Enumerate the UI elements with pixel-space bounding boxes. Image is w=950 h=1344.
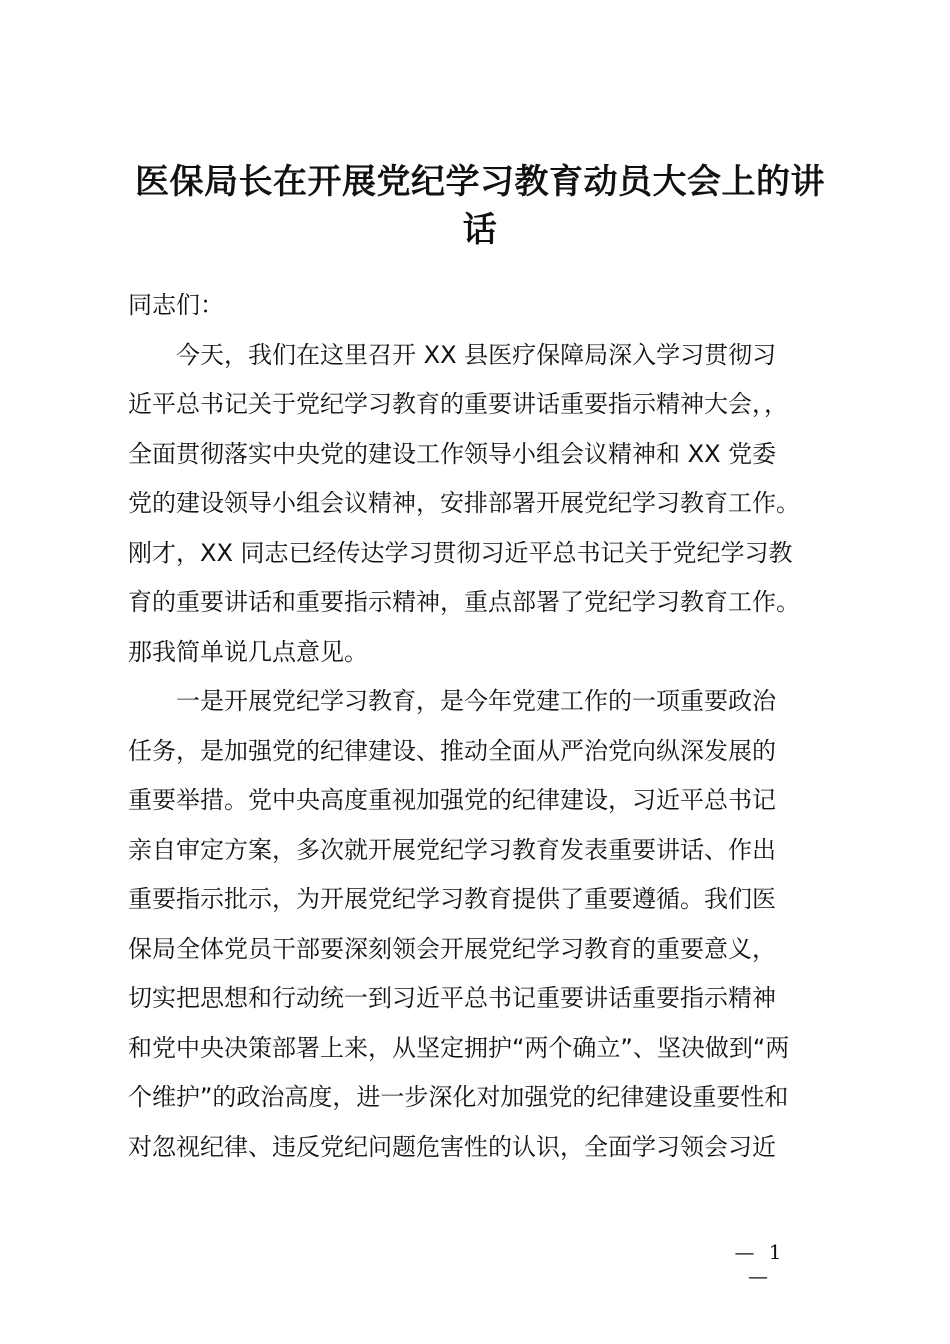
body-line: 刚才，XX 同志已经传达学习贯彻习近平总书记关于党纪学习教: [128, 538, 793, 567]
body-line: 亲自审定方案，多次就开展党纪学习教育发表重要讲话、作出: [128, 835, 776, 864]
body-line: 那我简单说几点意见。: [128, 637, 368, 666]
body-line: 一是开展党纪学习教育，是今年党建工作的一项重要政治: [128, 687, 776, 715]
body-line: 任务，是加强党的纪律建设、推动全面从严治党向纵深发展的: [128, 736, 776, 765]
document-title: [120, 158, 840, 254]
body-line: 今天，我们在这里召开 XX 县医疗保障局深入学习贯彻习: [128, 340, 777, 369]
body-line: 切实把思想和行动统一到习近平总书记重要讲话重要指示精神: [128, 984, 776, 1012]
title-line-1: 医保局长在开展党纪学习教育动员大会上的讲: [135, 162, 825, 202]
body-line: 全面贯彻落实中央党的建设工作领导小组会议精神和 XX 党委: [128, 439, 777, 468]
title-line-2: 话: [462, 210, 498, 250]
body-line: 党的建设领导小组会议精神，安排部署开展党纪学习教育工作。: [128, 489, 800, 517]
salutation: 同志们：: [128, 291, 224, 319]
body-line: 保局全体党员干部要深刻领会开展党纪学习教育的重要意义，: [128, 934, 776, 963]
body-line: 重要举措。党中央高度重视加强党的纪律建设，习近平总书记: [128, 786, 776, 814]
document-body: [128, 281, 840, 1172]
page-number: — 1 —: [734, 1240, 786, 1288]
body-line: 育的重要讲话和重要指示精神，重点部署了党纪学习教育工作。: [128, 588, 800, 616]
body-line: 和党中央决策部署上来，从坚定拥护“两个确立”、坚决做到“两: [128, 1033, 790, 1062]
body-line: 重要指示批示，为开展党纪学习教育提供了重要遵循。我们医: [128, 885, 776, 913]
body-line: 近平总书记关于党纪学习教育的重要讲话重要指示精神大会，，: [128, 390, 788, 418]
body-line: 对忽视纪律、违反党纪问题危害性的认识，全面学习领会习近: [128, 1132, 776, 1161]
body-line: 个维护”的政治高度，进一步深化对加强党的纪律建设重要性和: [128, 1083, 789, 1111]
